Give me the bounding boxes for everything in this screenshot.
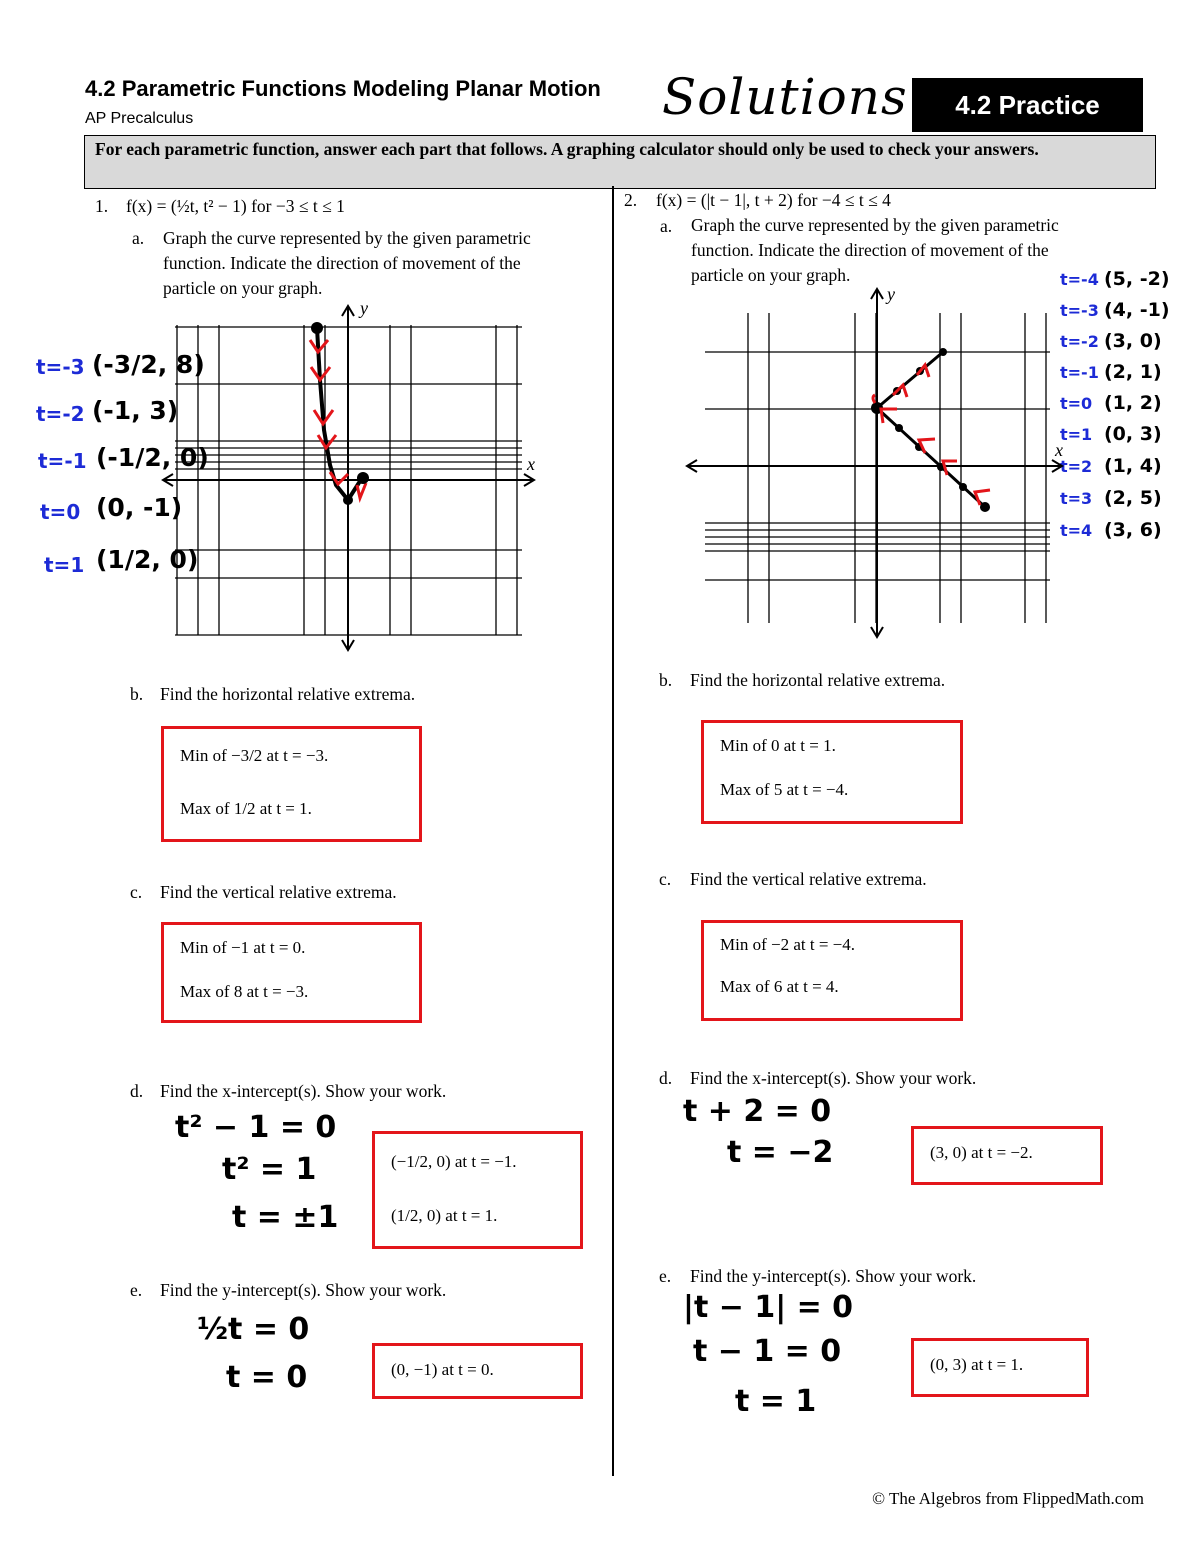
p2-c-text: Find the vertical relative extrema.: [690, 869, 927, 889]
p2-e-text: Find the y-intercept(s). Show your work.: [690, 1266, 977, 1286]
p2-t-6: t=1: [1060, 425, 1093, 444]
p1-t-1: t=-3: [36, 355, 85, 379]
p1-d-work-1: t² − 1 = 0: [175, 1110, 337, 1145]
p2-pt-7: (1, 4): [1104, 455, 1162, 477]
p2-axes: [687, 289, 1062, 637]
p1-curve: [317, 328, 362, 500]
p2-b-max: Max of 5 at t = −4.: [720, 780, 849, 799]
p1-pt-4: (0, -1): [96, 493, 183, 522]
p1-c-label: c.: [130, 882, 143, 902]
p1-e-label: e.: [130, 1280, 143, 1300]
p1-number: 1.: [95, 196, 109, 216]
p1-a-text: Graph the curve represented by the given parametric function. Indicate the direction of movement of the particle on your graph.: [163, 228, 531, 298]
p2-t-8: t=3: [1060, 489, 1093, 508]
p1-end-point: [357, 472, 369, 484]
p2-points: [871, 348, 990, 512]
p1-e-answer: (0, −1) at t = 0.: [391, 1360, 494, 1379]
p1-d-label: d.: [130, 1081, 144, 1101]
p2-c-min: Min of −2 at t = −4.: [720, 935, 856, 954]
p2-pt-1: (5, -2): [1104, 268, 1170, 290]
page-title: 4.2 Parametric Functions Modeling Planar Motion: [85, 76, 601, 101]
p2-b-text: Find the horizontal relative extrema.: [690, 670, 946, 690]
p2-function: f(x) = (|t − 1|, t + 2) for −4 ≤ t ≤ 4: [656, 190, 891, 210]
p2-d-label: d.: [659, 1068, 673, 1088]
p1-t-3: t=-1: [38, 449, 87, 473]
p1-t-5: t=1: [44, 553, 85, 577]
p1-d-answer-box: [372, 1131, 583, 1249]
p1-b-answer-box: [161, 726, 422, 842]
p2-t-9: t=4: [1060, 521, 1093, 540]
p2-d-work-1: t + 2 = 0: [683, 1094, 832, 1129]
p2-c-max: Max of 6 at t = 4.: [720, 977, 839, 996]
p1-pt-3: (-1/2, 0): [96, 443, 209, 472]
p1-e-work-1: ½t = 0: [197, 1312, 310, 1347]
p2-y-label: y: [887, 285, 895, 304]
p2-d-answer: (3, 0) at t = −2.: [930, 1143, 1033, 1162]
p1-t-4: t=0: [40, 500, 81, 524]
footer-credit: © The Algebros from FlippedMath.com: [872, 1489, 1144, 1508]
p2-t-7: t=2: [1060, 457, 1093, 476]
p1-pt-2: (-1, 3): [92, 396, 179, 425]
p2-a-text: Graph the curve represented by the given parametric function. Indicate the direction of movement of the particle on your graph.: [691, 215, 1059, 285]
p2-e-work-2: t − 1 = 0: [693, 1334, 842, 1369]
p1-d-work-2: t² = 1: [222, 1152, 317, 1187]
p1-b-text: Find the horizontal relative extrema.: [160, 684, 416, 704]
p1-graph: [160, 300, 545, 655]
p1-x-label: x: [527, 454, 535, 474]
p2-t-3: t=-2: [1060, 332, 1099, 351]
practice-badge: 4.2 Practice: [912, 78, 1143, 132]
p1-y-label: y: [360, 300, 368, 318]
p1-d-answer-1: (−1/2, 0) at t = −1.: [391, 1152, 517, 1171]
p2-d-answer-box: [911, 1126, 1103, 1185]
p2-e-work-3: t = 1: [735, 1384, 817, 1419]
p2-e-label: e.: [659, 1266, 672, 1286]
p2-t-1: t=-4: [1060, 270, 1099, 289]
p2-e-answer: (0, 3) at t = 1.: [930, 1355, 1024, 1374]
p2-b-answer-box: [701, 720, 963, 824]
p2-curve: [877, 352, 985, 507]
p2-pt-2: (4, -1): [1104, 299, 1170, 321]
p2-c-label: c.: [659, 869, 672, 889]
p2-t-2: t=-3: [1060, 301, 1099, 320]
p2-pt-3: (3, 0): [1104, 330, 1162, 352]
p1-c-text: Find the vertical relative extrema.: [160, 882, 397, 902]
p1-b-label: b.: [130, 684, 144, 704]
p2-c-answer-box: [701, 920, 963, 1021]
p2-e-answer-box: [911, 1338, 1089, 1397]
p2-pt-5: (1, 2): [1104, 392, 1162, 414]
p1-b-min: Min of −3/2 at t = −3.: [180, 746, 329, 765]
p2-t-4: t=-1: [1060, 363, 1099, 382]
p2-d-text: Find the x-intercept(s). Show your work.: [690, 1068, 977, 1088]
p1-d-work-3: t = ±1: [232, 1200, 339, 1235]
p2-pt-9: (3, 6): [1104, 519, 1162, 541]
p2-b-min: Min of 0 at t = 1.: [720, 736, 836, 755]
p1-d-answer-2: (1/2, 0) at t = 1.: [391, 1206, 498, 1225]
column-divider: [612, 186, 614, 1476]
p2-t-5: t=0: [1060, 394, 1093, 413]
p1-start-point: [311, 322, 323, 334]
p1-vertex-point: [343, 495, 353, 505]
p1-b-max: Max of 1/2 at t = 1.: [180, 799, 312, 818]
p2-x-label: x: [1055, 440, 1063, 460]
p1-e-answer-box: [372, 1343, 583, 1399]
p1-c-answer-box: [161, 922, 422, 1023]
p1-function: f(x) = (½t, t² − 1) for −3 ≤ t ≤ 1: [126, 196, 345, 216]
p1-pt-1: (-3/2, 8): [92, 350, 205, 379]
p2-pt-6: (0, 3): [1104, 423, 1162, 445]
p1-pt-5: (1/2, 0): [96, 545, 199, 574]
instructions-box: For each parametric function, answer each part that follows. A graphing calculator should only be used to check your answers.: [84, 135, 1156, 189]
p1-d-text: Find the x-intercept(s). Show your work.: [160, 1081, 447, 1101]
p1-e-work-2: t = 0: [226, 1360, 308, 1395]
p1-e-text: Find the y-intercept(s). Show your work.: [160, 1280, 447, 1300]
p1-c-max: Max of 8 at t = −3.: [180, 982, 309, 1001]
p2-e-work-1: |t − 1| = 0: [683, 1290, 854, 1325]
p2-d-work-2: t = −2: [727, 1135, 834, 1170]
p2-direction-arrows: [873, 365, 990, 505]
solutions-label: Solutions: [662, 68, 908, 126]
p2-b-label: b.: [659, 670, 673, 690]
course-name: AP Precalculus: [85, 110, 194, 127]
p2-pt-8: (2, 5): [1104, 487, 1162, 509]
p2-pt-4: (2, 1): [1104, 361, 1162, 383]
p1-t-2: t=-2: [36, 402, 85, 426]
p2-graph: [685, 285, 1070, 640]
p2-number: 2.: [624, 190, 638, 210]
p2-a-label: a.: [660, 216, 673, 236]
p1-c-min: Min of −1 at t = 0.: [180, 938, 306, 957]
p1-a-label: a.: [132, 228, 145, 248]
